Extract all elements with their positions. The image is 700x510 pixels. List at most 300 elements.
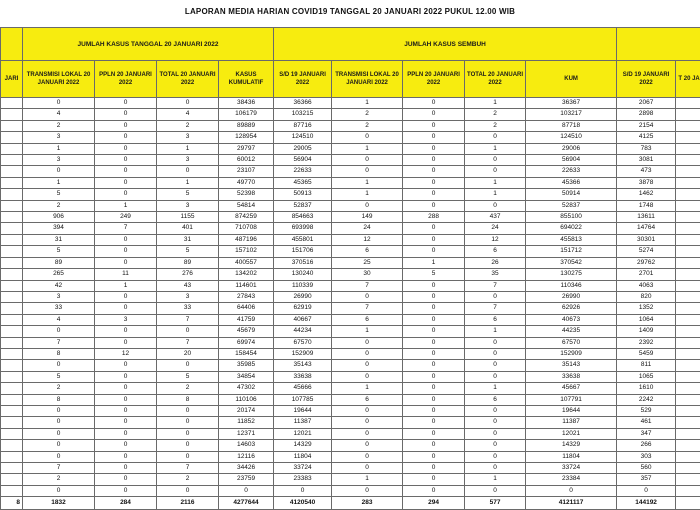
- table-cell: 5: [23, 246, 95, 257]
- table-cell: 35143: [274, 360, 332, 371]
- table-cell: [676, 98, 700, 109]
- table-cell: [676, 177, 700, 188]
- column-header-row: [1, 61, 700, 98]
- table-cell: 1748: [617, 200, 676, 211]
- table-cell: 89: [157, 257, 219, 268]
- table-cell: 2: [332, 109, 403, 120]
- table-cell: 0: [403, 337, 465, 348]
- table-cell: 0: [332, 405, 403, 416]
- table-cell: 0: [403, 177, 465, 188]
- table-cell: 19644: [526, 405, 617, 416]
- table-cell: 152909: [526, 348, 617, 359]
- table-row: [1, 394, 700, 405]
- table-cell: 19644: [274, 405, 332, 416]
- table-cell: 13611: [617, 212, 676, 223]
- table-cell: 370542: [526, 257, 617, 268]
- table-cell: [676, 485, 700, 496]
- total-cell: 1832: [23, 497, 95, 510]
- table-row: [1, 269, 700, 280]
- table-cell: 0: [332, 360, 403, 371]
- total-cell: 4277644: [219, 497, 274, 510]
- table-cell: 1: [23, 177, 95, 188]
- table-cell: 0: [95, 337, 157, 348]
- table-cell: 487196: [219, 234, 274, 245]
- table-cell: 103217: [526, 109, 617, 120]
- table-cell: 5: [157, 246, 219, 257]
- table-cell: 33724: [274, 463, 332, 474]
- table-cell: 43: [157, 280, 219, 291]
- table-cell: 11: [95, 269, 157, 280]
- total-cell: 144192: [617, 497, 676, 510]
- table-cell: 42: [23, 280, 95, 291]
- table-cell: 87718: [526, 120, 617, 131]
- table-cell: 2: [332, 120, 403, 131]
- table-cell: 0: [23, 98, 95, 109]
- table-cell: 12: [95, 348, 157, 359]
- table-cell: 0: [465, 463, 526, 474]
- table-cell: 473: [617, 166, 676, 177]
- table-cell: 12: [332, 234, 403, 245]
- table-row: [1, 280, 700, 291]
- table-cell: 3: [23, 291, 95, 302]
- table-cell: 12116: [219, 451, 274, 462]
- group-header-blank: [1, 28, 23, 61]
- table-cell: 5459: [617, 348, 676, 359]
- table-cell: 0: [95, 428, 157, 439]
- column-header: PPLN 20 JANUARI 2022: [403, 61, 465, 98]
- table-cell: 6: [332, 394, 403, 405]
- table-cell: 35143: [526, 360, 617, 371]
- group-header-recovered: JUMLAH KASUS SEMBUH: [274, 28, 617, 61]
- table-cell: 7: [23, 463, 95, 474]
- table-cell: [676, 371, 700, 382]
- table-cell: 36367: [526, 98, 617, 109]
- table-cell: 44235: [526, 326, 617, 337]
- total-cell: 577: [465, 497, 526, 510]
- table-cell: 1: [332, 177, 403, 188]
- table-cell: 0: [403, 428, 465, 439]
- table-cell: 24: [332, 223, 403, 234]
- table-cell: 0: [95, 451, 157, 462]
- table-cell: 0: [332, 291, 403, 302]
- table-cell: 0: [95, 360, 157, 371]
- column-header: TOTAL 20 JANUARI 2022: [157, 61, 219, 98]
- table-cell: 2: [157, 474, 219, 485]
- table-cell: 107791: [526, 394, 617, 405]
- table-cell: 2: [23, 474, 95, 485]
- table-cell: 0: [332, 371, 403, 382]
- table-cell: 2: [465, 109, 526, 120]
- table-cell: 6: [332, 246, 403, 257]
- table-cell: 1: [332, 474, 403, 485]
- table-cell: 158454: [219, 348, 274, 359]
- table-cell: 0: [332, 337, 403, 348]
- table-cell: 20174: [219, 405, 274, 416]
- table-cell: 14329: [274, 440, 332, 451]
- table-cell: 35985: [219, 360, 274, 371]
- table-cell: 11852: [219, 417, 274, 428]
- table-cell: 0: [465, 428, 526, 439]
- table-cell: 45666: [274, 383, 332, 394]
- table-cell: 2898: [617, 109, 676, 120]
- table-cell: [1, 223, 23, 234]
- table-cell: 401: [157, 223, 219, 234]
- table-cell: 303: [617, 451, 676, 462]
- table-cell: 26990: [526, 291, 617, 302]
- table-cell: 0: [403, 371, 465, 382]
- table-cell: 40667: [274, 314, 332, 325]
- table-cell: 4: [157, 109, 219, 120]
- table-cell: 0: [95, 303, 157, 314]
- table-cell: 0: [403, 132, 465, 143]
- table-cell: 0: [332, 200, 403, 211]
- total-cell: 4120540: [274, 497, 332, 510]
- table-cell: 0: [157, 451, 219, 462]
- table-cell: 0: [95, 120, 157, 131]
- table-cell: 3878: [617, 177, 676, 188]
- table-cell: 0: [403, 166, 465, 177]
- table-row: [1, 405, 700, 416]
- table-cell: 1: [403, 257, 465, 268]
- table-row: [1, 166, 700, 177]
- table-cell: 110106: [219, 394, 274, 405]
- table-cell: 4125: [617, 132, 676, 143]
- table-cell: 3: [157, 200, 219, 211]
- table-cell: 23759: [219, 474, 274, 485]
- table-cell: 8: [23, 394, 95, 405]
- table-cell: 0: [403, 303, 465, 314]
- table-cell: 400557: [219, 257, 274, 268]
- column-header: TRANSMISI LOKAL 20 JANUARI 2022: [332, 61, 403, 98]
- table-cell: 0: [465, 360, 526, 371]
- table-cell: 45365: [274, 177, 332, 188]
- table-cell: 7: [332, 280, 403, 291]
- table-row: [1, 383, 700, 394]
- table-cell: 11387: [526, 417, 617, 428]
- table-cell: 0: [465, 166, 526, 177]
- table-row: [1, 132, 700, 143]
- table-cell: 0: [95, 291, 157, 302]
- table-cell: [1, 348, 23, 359]
- table-cell: 1462: [617, 189, 676, 200]
- table-cell: 0: [403, 326, 465, 337]
- group-header-next: [617, 28, 700, 61]
- column-header: S/D 19 JANUARI 2022: [274, 61, 332, 98]
- table-cell: 30301: [617, 234, 676, 245]
- table-cell: 124510: [274, 132, 332, 143]
- table-cell: 50914: [526, 189, 617, 200]
- table-cell: [1, 440, 23, 451]
- table-cell: 62919: [274, 303, 332, 314]
- table-cell: 151712: [526, 246, 617, 257]
- table-cell: 0: [23, 326, 95, 337]
- table-cell: 5: [23, 189, 95, 200]
- table-cell: 0: [95, 417, 157, 428]
- table-cell: 693998: [274, 223, 332, 234]
- table-cell: 3081: [617, 155, 676, 166]
- table-cell: 0: [157, 166, 219, 177]
- table-cell: 1: [332, 143, 403, 154]
- table-cell: [676, 269, 700, 280]
- table-cell: 0: [274, 485, 332, 496]
- table-cell: 44234: [274, 326, 332, 337]
- table-cell: 0: [157, 405, 219, 416]
- column-header: KUM: [526, 61, 617, 98]
- table-cell: 0: [403, 155, 465, 166]
- table-cell: 0: [403, 463, 465, 474]
- table-cell: 0: [526, 485, 617, 496]
- table-cell: 906: [23, 212, 95, 223]
- table-cell: 30: [332, 269, 403, 280]
- table-cell: 5: [403, 269, 465, 280]
- table-cell: 2: [465, 120, 526, 131]
- table-cell: 0: [157, 417, 219, 428]
- table-cell: 874259: [219, 212, 274, 223]
- table-cell: 0: [23, 440, 95, 451]
- table-cell: 0: [465, 200, 526, 211]
- table-cell: 0: [157, 428, 219, 439]
- table-cell: 27843: [219, 291, 274, 302]
- table-row: [1, 371, 700, 382]
- table-cell: 855100: [526, 212, 617, 223]
- table-cell: 7: [465, 280, 526, 291]
- table-cell: 2: [23, 200, 95, 211]
- total-row: [1, 497, 700, 510]
- table-cell: 0: [403, 314, 465, 325]
- table-cell: 40673: [526, 314, 617, 325]
- table-row: [1, 463, 700, 474]
- table-cell: 1155: [157, 212, 219, 223]
- table-cell: [1, 109, 23, 120]
- table-cell: [676, 189, 700, 200]
- table-cell: [676, 326, 700, 337]
- table-cell: 7: [157, 463, 219, 474]
- report-title: LAPORAN MEDIA HARIAN COVID19 TANGGAL 20 JANUARI 2022 PUKUL 12.00 WIB: [0, 7, 700, 16]
- table-cell: 3: [157, 155, 219, 166]
- table-cell: 0: [403, 109, 465, 120]
- table-cell: 8: [157, 394, 219, 405]
- column-header: KASUS KUMULATIF: [219, 61, 274, 98]
- table-cell: [676, 463, 700, 474]
- table-cell: 854663: [274, 212, 332, 223]
- table-cell: [1, 371, 23, 382]
- table-cell: 22633: [274, 166, 332, 177]
- table-cell: 0: [403, 474, 465, 485]
- table-cell: [676, 257, 700, 268]
- table-cell: 0: [95, 234, 157, 245]
- table-cell: [676, 132, 700, 143]
- table-row: [1, 326, 700, 337]
- table-cell: 107785: [274, 394, 332, 405]
- table-cell: 7: [332, 303, 403, 314]
- total-cell: [676, 497, 700, 510]
- table-row: [1, 303, 700, 314]
- table-cell: 33: [23, 303, 95, 314]
- table-cell: 0: [157, 485, 219, 496]
- table-cell: 14603: [219, 440, 274, 451]
- table-cell: [1, 291, 23, 302]
- total-cell: 2116: [157, 497, 219, 510]
- table-cell: 52837: [274, 200, 332, 211]
- table-cell: 128954: [219, 132, 274, 143]
- table-cell: [1, 280, 23, 291]
- table-cell: [676, 120, 700, 131]
- table-cell: 0: [403, 98, 465, 109]
- table-cell: [1, 314, 23, 325]
- table-cell: 1: [23, 143, 95, 154]
- table-cell: 22633: [526, 166, 617, 177]
- table-cell: [1, 337, 23, 348]
- table-cell: 3: [23, 132, 95, 143]
- table-cell: 0: [403, 246, 465, 257]
- table-cell: 0: [23, 417, 95, 428]
- table-row: [1, 155, 700, 166]
- table-cell: 45366: [526, 177, 617, 188]
- table-cell: [1, 360, 23, 371]
- table-row: [1, 177, 700, 188]
- table-cell: 0: [403, 200, 465, 211]
- table-cell: [676, 223, 700, 234]
- table-cell: [1, 120, 23, 131]
- table-cell: [676, 280, 700, 291]
- table-cell: 157102: [219, 246, 274, 257]
- table-row: [1, 223, 700, 234]
- table-cell: 0: [332, 348, 403, 359]
- table-cell: [1, 257, 23, 268]
- table-cell: 12021: [274, 428, 332, 439]
- total-cell: 283: [332, 497, 403, 510]
- table-cell: [1, 326, 23, 337]
- table-cell: [1, 485, 23, 496]
- table-cell: 1352: [617, 303, 676, 314]
- table-cell: [1, 177, 23, 188]
- table-cell: 25: [332, 257, 403, 268]
- table-cell: 3: [157, 291, 219, 302]
- table-cell: 4: [23, 109, 95, 120]
- table-cell: 249: [95, 212, 157, 223]
- column-header: S/D 19 JANUARI 2022: [617, 61, 676, 98]
- table-cell: 394: [23, 223, 95, 234]
- table-cell: 0: [332, 155, 403, 166]
- table-cell: 2: [157, 120, 219, 131]
- table-cell: 1610: [617, 383, 676, 394]
- table-row: [1, 291, 700, 302]
- table-cell: 0: [95, 394, 157, 405]
- table-cell: [1, 417, 23, 428]
- table-cell: 12021: [526, 428, 617, 439]
- table-row: [1, 246, 700, 257]
- table-cell: [1, 269, 23, 280]
- table-cell: 0: [95, 257, 157, 268]
- table-cell: 3: [23, 155, 95, 166]
- table-cell: [676, 303, 700, 314]
- table-cell: 52398: [219, 189, 274, 200]
- table-cell: 0: [403, 291, 465, 302]
- table-cell: 26: [465, 257, 526, 268]
- table-cell: 0: [95, 383, 157, 394]
- column-header: TOTAL 20 JANUARI 2022: [465, 61, 526, 98]
- table-cell: 0: [465, 291, 526, 302]
- table-cell: 811: [617, 360, 676, 371]
- table-cell: [676, 394, 700, 405]
- table-cell: 3: [157, 132, 219, 143]
- table-cell: 67570: [274, 337, 332, 348]
- table-cell: [1, 189, 23, 200]
- table-cell: 0: [403, 394, 465, 405]
- table-cell: 0: [403, 360, 465, 371]
- table-row: [1, 440, 700, 451]
- table-cell: 11804: [274, 451, 332, 462]
- table-cell: 1: [332, 326, 403, 337]
- table-cell: 89: [23, 257, 95, 268]
- table-cell: 0: [157, 440, 219, 451]
- table-cell: 710708: [219, 223, 274, 234]
- table-cell: [1, 98, 23, 109]
- table-cell: [676, 451, 700, 462]
- table-cell: 0: [332, 451, 403, 462]
- table-cell: 0: [95, 440, 157, 451]
- table-cell: 461: [617, 417, 676, 428]
- table-cell: 0: [95, 463, 157, 474]
- table-row: [1, 143, 700, 154]
- table-cell: [1, 474, 23, 485]
- table-cell: [1, 234, 23, 245]
- table-cell: [676, 360, 700, 371]
- table-cell: 41759: [219, 314, 274, 325]
- column-header: TRANSMISI LOKAL 20 JANUARI 2022: [23, 61, 95, 98]
- table-cell: 3: [95, 314, 157, 325]
- table-cell: 6: [465, 394, 526, 405]
- table-cell: 0: [403, 348, 465, 359]
- table-cell: [1, 212, 23, 223]
- group-header-cases: JUMLAH KASUS TANGGAL 20 JANUARI 2022: [23, 28, 274, 61]
- group-header-row: [1, 28, 700, 61]
- table-cell: 2: [157, 383, 219, 394]
- table-cell: [676, 383, 700, 394]
- table-cell: 0: [157, 360, 219, 371]
- table-cell: 6: [465, 246, 526, 257]
- table-cell: [676, 474, 700, 485]
- table-cell: 67570: [526, 337, 617, 348]
- table-cell: 266: [617, 440, 676, 451]
- table-cell: 2: [23, 120, 95, 131]
- table-cell: 2242: [617, 394, 676, 405]
- table-cell: 114601: [219, 280, 274, 291]
- table-cell: 0: [403, 485, 465, 496]
- table-cell: 1064: [617, 314, 676, 325]
- table-cell: 0: [157, 326, 219, 337]
- table-cell: 0: [332, 485, 403, 496]
- table-cell: [676, 234, 700, 245]
- table-row: [1, 474, 700, 485]
- table-cell: 0: [23, 428, 95, 439]
- table-cell: 0: [95, 485, 157, 496]
- table-cell: 8: [23, 348, 95, 359]
- table-cell: 0: [95, 132, 157, 143]
- table-cell: 2067: [617, 98, 676, 109]
- table-cell: 0: [465, 440, 526, 451]
- table-cell: [1, 303, 23, 314]
- total-cell: 4121117: [526, 497, 617, 510]
- table-cell: 14329: [526, 440, 617, 451]
- table-cell: 2154: [617, 120, 676, 131]
- table-cell: 0: [403, 189, 465, 200]
- table-cell: 0: [332, 440, 403, 451]
- table-cell: 1409: [617, 326, 676, 337]
- table-row: [1, 212, 700, 223]
- table-cell: 1: [465, 177, 526, 188]
- table-cell: 151706: [274, 246, 332, 257]
